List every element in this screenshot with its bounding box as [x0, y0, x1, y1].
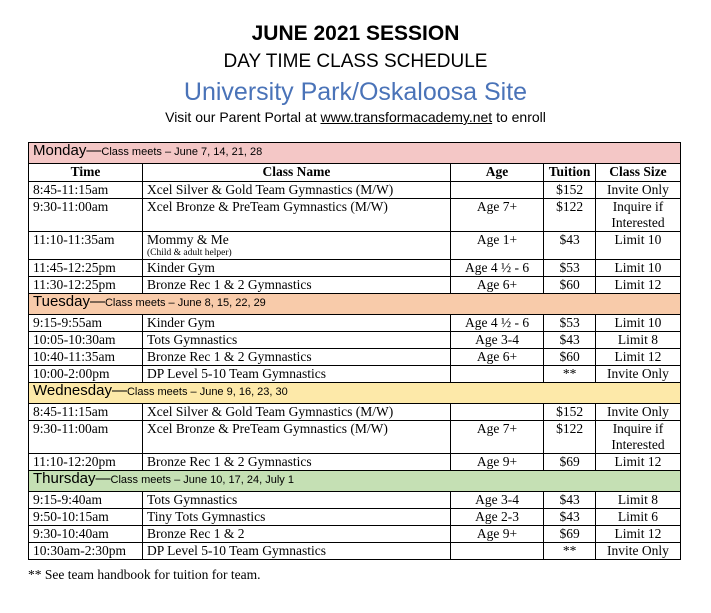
day-dash: — — [86, 142, 102, 159]
column-header: Age — [450, 164, 543, 182]
day-dash: — — [89, 293, 105, 310]
cell-tuition-text: $43 — [559, 492, 580, 507]
table-row — [29, 404, 681, 421]
table-row — [29, 526, 681, 543]
table-row — [29, 182, 681, 199]
cell-tuition — [544, 260, 596, 277]
schedule-table — [28, 142, 681, 560]
cell-tuition — [544, 404, 596, 421]
cell-class-name — [143, 182, 451, 199]
cell-class-name — [143, 260, 451, 277]
cell-age-text: Age 1+ — [476, 232, 518, 247]
cell-time — [29, 182, 143, 199]
day-meeting-dates: Class meets – June 9, 16, 23, 30 — [126, 386, 288, 398]
cell-class-size-text: Invite Only — [607, 404, 669, 419]
cell-class-name-text: Bronze Rec 1 & 2 — [147, 526, 245, 541]
cell-time-text: 9:30-11:00am — [33, 421, 109, 436]
cell-age — [450, 332, 543, 349]
portal-text-pre: Visit our Parent Portal at — [165, 109, 321, 125]
cell-class-name-text: Bronze Rec 1 & 2 Gymnastics — [147, 454, 312, 469]
cell-class-size-text: Limit 12 — [614, 526, 662, 541]
cell-class-size — [595, 315, 680, 332]
cell-class-size — [595, 421, 680, 454]
column-header: Class Size — [595, 164, 680, 182]
cell-age-text: Age 9+ — [476, 526, 518, 541]
cell-age — [450, 182, 543, 199]
day-name: Tuesday — [33, 293, 90, 310]
cell-age-text: Age 7+ — [476, 421, 518, 436]
column-header: Time — [29, 164, 143, 182]
cell-age — [450, 404, 543, 421]
cell-tuition-text: ** — [562, 366, 577, 381]
table-row — [29, 543, 681, 560]
cell-age — [450, 232, 543, 260]
cell-time — [29, 260, 143, 277]
cell-time — [29, 404, 143, 421]
cell-class-size — [595, 332, 680, 349]
cell-tuition-text: $43 — [559, 509, 580, 524]
cell-tuition-text: $43 — [559, 232, 580, 247]
day-meeting-dates: Class meets – June 8, 15, 22, 29 — [104, 297, 266, 309]
cell-class-size — [595, 182, 680, 199]
cell-tuition-text: $43 — [559, 332, 580, 347]
cell-tuition — [544, 182, 596, 199]
cell-tuition-text: $53 — [559, 260, 580, 275]
cell-class-size — [595, 277, 680, 294]
cell-class-size-text: Limit 12 — [614, 349, 662, 364]
cell-time — [29, 332, 143, 349]
cell-tuition — [544, 421, 596, 454]
table-row — [29, 509, 681, 526]
cell-class-size-text: Invite Only — [607, 543, 669, 558]
cell-age-text: Age 4 ½ - 6 — [464, 315, 530, 330]
day-header-cell — [29, 294, 681, 315]
cell-tuition — [544, 492, 596, 509]
cell-tuition-text: $69 — [559, 526, 580, 541]
cell-tuition — [544, 349, 596, 366]
cell-time-text: 11:45-12:25pm — [33, 260, 116, 275]
column-header: Tuition — [544, 164, 596, 182]
cell-class-size — [595, 232, 680, 260]
footnote: ** See team handbook for tuition for team. — [28, 567, 261, 582]
cell-time-text: 11:10-11:35am — [33, 232, 115, 247]
cell-time-text: 10:40-11:35am — [33, 349, 115, 364]
cell-tuition — [544, 509, 596, 526]
table-row — [29, 366, 681, 383]
cell-time-text: 10:30am-2:30pm — [33, 543, 126, 558]
cell-time — [29, 349, 143, 366]
cell-class-size-text: Limit 6 — [617, 509, 659, 524]
cell-age-text: Age 3-4 — [475, 492, 519, 507]
cell-time-text: 9:30-10:40am — [33, 526, 109, 541]
cell-tuition — [544, 199, 596, 232]
cell-tuition — [544, 366, 596, 383]
cell-class-name — [143, 349, 451, 366]
cell-time-text: 9:30-11:00am — [33, 199, 109, 214]
table-row — [29, 260, 681, 277]
day-meeting-dates: Class meets – June 10, 17, 24, July 1 — [110, 474, 294, 486]
cell-class-name-text: Xcel Bronze & PreTeam Gymnastics (M/W) — [147, 199, 388, 214]
table-row — [29, 232, 681, 260]
cell-class-size — [595, 366, 680, 383]
cell-class-size — [595, 404, 680, 421]
cell-class-size — [595, 349, 680, 366]
cell-class-name — [143, 492, 451, 509]
table-row — [29, 199, 681, 232]
cell-class-name-text: DP Level 5-10 Team Gymnastics — [147, 366, 327, 381]
cell-age — [450, 509, 543, 526]
cell-time-text: 10:00-2:00pm — [33, 366, 110, 381]
cell-class-name-text: Tots Gymnastics — [147, 332, 238, 347]
cell-age — [450, 421, 543, 454]
site-name: University Park/Oskaloosa Site — [183, 78, 528, 106]
cell-time — [29, 454, 143, 471]
cell-class-name — [143, 526, 451, 543]
cell-age — [450, 199, 543, 232]
cell-time-text: 11:30-12:25pm — [33, 277, 116, 292]
cell-class-name-text: Xcel Silver & Gold Team Gymnastics (M/W) — [147, 182, 394, 197]
table-row — [29, 349, 681, 366]
cell-time-text: 9:15-9:40am — [33, 492, 102, 507]
table-row — [29, 277, 681, 294]
cell-class-name-text: Xcel Bronze & PreTeam Gymnastics (M/W) — [147, 421, 388, 436]
cell-class-name — [143, 315, 451, 332]
class-note: (Child & adult helper) — [147, 248, 232, 258]
portal-text-post: to enroll — [492, 109, 546, 125]
cell-tuition — [544, 454, 596, 471]
cell-class-size — [595, 454, 680, 471]
cell-time-text: 9:15-9:55am — [33, 315, 102, 330]
cell-class-size-text: Limit 10 — [614, 232, 662, 247]
cell-class-name — [143, 509, 451, 526]
cell-class-name — [143, 543, 451, 560]
cell-class-size — [595, 526, 680, 543]
cell-time — [29, 526, 143, 543]
cell-class-size-text: Invite Only — [607, 182, 669, 197]
cell-time-text: 11:10-12:20pm — [33, 454, 116, 469]
cell-age-text: Age 6+ — [476, 277, 518, 292]
cell-tuition — [544, 277, 596, 294]
table-row — [29, 454, 681, 471]
day-name: Wednesday — [33, 382, 112, 399]
cell-time — [29, 543, 143, 560]
cell-class-name-text: Kinder Gym — [147, 260, 215, 275]
cell-tuition — [544, 332, 596, 349]
cell-tuition-text: $122 — [556, 421, 584, 436]
cell-class-name-text: DP Level 5-10 Team Gymnastics — [147, 543, 327, 558]
day-name: Monday — [33, 142, 87, 159]
cell-class-size-text: Limit 10 — [614, 260, 662, 275]
day-header-row — [29, 383, 681, 404]
cell-class-name-text: Mommy & Me — [147, 232, 229, 247]
portal-link[interactable]: www.transformacademy.net — [320, 109, 493, 125]
cell-time — [29, 277, 143, 294]
cell-time-text: 8:45-11:15am — [33, 404, 109, 419]
cell-class-size-text: Inquire if Interested — [611, 199, 665, 230]
cell-age-text: Age 4 ½ - 6 — [464, 260, 530, 275]
cell-class-name-text: Bronze Rec 1 & 2 Gymnastics — [147, 349, 312, 364]
cell-tuition — [544, 526, 596, 543]
cell-age-text: Age 9+ — [476, 454, 518, 469]
day-header-row — [29, 471, 681, 492]
day-header-cell — [29, 143, 681, 164]
cell-class-size-text: Limit 8 — [617, 492, 659, 507]
cell-time-text: 9:50-10:15am — [33, 509, 109, 524]
table-row — [29, 492, 681, 509]
day-header-row — [29, 294, 681, 315]
day-dash: — — [95, 470, 111, 487]
cell-tuition-text: $60 — [559, 277, 580, 292]
cell-class-size-text: Limit 8 — [617, 332, 659, 347]
cell-time — [29, 421, 143, 454]
cell-time-text: 10:05-10:30am — [33, 332, 116, 347]
cell-class-size — [595, 543, 680, 560]
cell-class-size-text: Limit 10 — [614, 315, 662, 330]
day-dash: — — [111, 382, 127, 399]
cell-class-name — [143, 421, 451, 454]
page-subtitle: DAY TIME CLASS SCHEDULE — [223, 51, 488, 72]
cell-class-name — [143, 366, 451, 383]
cell-tuition-text: $60 — [559, 349, 580, 364]
portal-line — [0, 108, 711, 126]
cell-age — [450, 454, 543, 471]
cell-class-name — [143, 454, 451, 471]
cell-class-name-text: Bronze Rec 1 & 2 Gymnastics — [147, 277, 312, 292]
cell-tuition-text: ** — [562, 543, 577, 558]
cell-class-name-text: Kinder Gym — [147, 315, 215, 330]
day-header-cell — [29, 383, 681, 404]
cell-age — [450, 366, 543, 383]
cell-class-size — [595, 509, 680, 526]
cell-age — [450, 260, 543, 277]
cell-class-name — [143, 199, 451, 232]
schedule-body — [29, 143, 681, 560]
cell-age — [450, 349, 543, 366]
cell-class-size — [595, 199, 680, 232]
cell-time-text: 8:45-11:15am — [33, 182, 109, 197]
cell-tuition-text: $152 — [556, 404, 584, 419]
day-header-cell — [29, 471, 681, 492]
cell-class-size-text: Invite Only — [607, 366, 669, 381]
cell-time — [29, 315, 143, 332]
cell-tuition-text: $152 — [556, 182, 584, 197]
cell-age-text: Age 7+ — [476, 199, 518, 214]
cell-time — [29, 366, 143, 383]
cell-class-size-text: Limit 12 — [614, 277, 662, 292]
table-row — [29, 332, 681, 349]
cell-class-size — [595, 492, 680, 509]
column-header-row — [29, 164, 681, 182]
cell-class-name — [143, 332, 451, 349]
cell-tuition-text: $122 — [556, 199, 584, 214]
cell-class-name-text: Tiny Tots Gymnastics — [147, 509, 266, 524]
cell-time — [29, 232, 143, 260]
cell-age-text: Age 3-4 — [475, 332, 519, 347]
cell-age-text: Age 2-3 — [475, 509, 519, 524]
cell-class-name — [143, 232, 451, 260]
cell-age — [450, 277, 543, 294]
cell-class-name — [143, 277, 451, 294]
cell-age — [450, 315, 543, 332]
table-row — [29, 421, 681, 454]
cell-age-text: Age 6+ — [476, 349, 518, 364]
cell-class-name-text: Tots Gymnastics — [147, 492, 238, 507]
day-header-row — [29, 143, 681, 164]
cell-time — [29, 492, 143, 509]
cell-time — [29, 199, 143, 232]
cell-class-name — [143, 404, 451, 421]
cell-age — [450, 543, 543, 560]
cell-time — [29, 509, 143, 526]
cell-class-name-text: Xcel Silver & Gold Team Gymnastics (M/W) — [147, 404, 394, 419]
cell-age — [450, 492, 543, 509]
day-name: Thursday — [33, 470, 96, 487]
cell-age — [450, 526, 543, 543]
cell-tuition-text: $53 — [559, 315, 580, 330]
day-meeting-dates: Class meets – June 7, 14, 21, 28 — [101, 146, 263, 158]
table-row — [29, 315, 681, 332]
cell-class-size — [595, 260, 680, 277]
cell-tuition — [544, 315, 596, 332]
cell-tuition-text: $69 — [559, 454, 580, 469]
cell-class-size-text: Limit 12 — [614, 454, 662, 469]
page-title: JUNE 2021 SESSION — [251, 22, 460, 45]
cell-tuition — [544, 543, 596, 560]
column-header: Class Name — [143, 164, 451, 182]
cell-class-size-text: Inquire if Interested — [611, 421, 665, 452]
cell-tuition — [544, 232, 596, 260]
